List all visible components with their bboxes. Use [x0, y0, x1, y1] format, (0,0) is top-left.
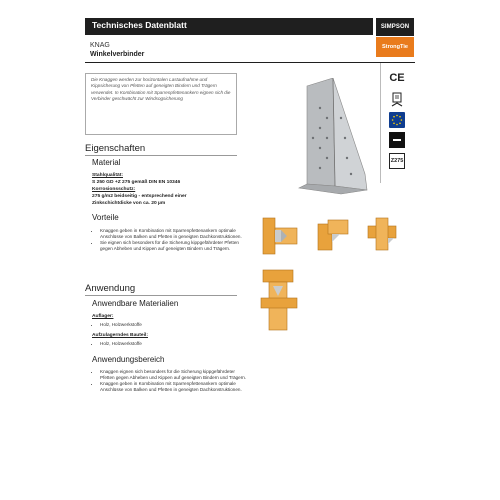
vorteile-title: Vorteile [92, 213, 119, 222]
korrosion-value-2: Zinkschichtdicke von ca. 20 µm [92, 201, 166, 206]
document-hand-icon [389, 92, 405, 108]
list-item: • Sie eignen sich besonders für die Sicherung kippgefährdeter Pfetten gegen Abheben und Kippen auf geneigten Bindern und Trägern. [100, 240, 248, 252]
intro-text: Die Knaggen werden zur horizontalen Lastaufnahme und Kippsicherung von Pfetten auf geneigten Bindern und Trägern verwendet. In Kombination mit Sparrenpfettenankern eignen sich die Verbinder geschwächt zur Windsogsicherung [91, 77, 231, 101]
simpson-strongtie-logo [376, 18, 414, 58]
header-divider [85, 62, 415, 63]
eu-flag-icon [389, 112, 405, 128]
bauteil-label: Aufzulagerndes Bauteil: [92, 333, 148, 338]
product-code: KNAG [90, 42, 110, 49]
auflager-label: Auflager: [92, 314, 114, 319]
logo-bottom-text: StrongTie [381, 44, 408, 50]
material-title: Material [92, 158, 121, 167]
stahl-label: Stahlqualität: [92, 173, 123, 178]
application-illustration-2 [314, 218, 350, 252]
list-item: • Knaggen geben in Kombination mit Sparrenpfettenankern optimale Anschlüsse von Balken und Pfetten in geneigten Dachkonstruktionen. [100, 381, 248, 393]
list-item: • Knaggen eignen sich besonders für die Sicherung kippgefährdeter Pfetten gegen Abheben und Kippen auf geneigten Bindern und Trägern. [100, 369, 248, 381]
section-anwendung-title: Anwendung [85, 283, 136, 294]
korrosion-label: Korrosionsschutz: [92, 187, 136, 192]
z275-badge-icon: Z275 [389, 153, 405, 169]
application-illustration-3 [364, 216, 400, 252]
icon-column-divider [380, 63, 381, 183]
section-eigenschaften-title: Eigenschaften [85, 143, 146, 154]
application-illustration-1 [259, 216, 301, 256]
list-item: • Holz, Holzwerkstoffe [100, 322, 248, 328]
auflager-list [92, 322, 248, 328]
application-illustration-4 [259, 268, 301, 332]
anwendungsbereich-list [92, 369, 248, 393]
anwendungsbereich-title: Anwendungsbereich [92, 355, 165, 364]
korrosion-value-1: 275 g/m2 beidseitig - entsprechend einer [92, 194, 187, 199]
stahl-value: S 250 GD +Z 275 gemäß DIN EN 10346 [92, 180, 181, 185]
section-divider [85, 155, 237, 156]
bauteil-list [92, 341, 248, 347]
list-item: • Holz, Holzwerkstoffe [100, 341, 248, 347]
intro-box [85, 73, 237, 135]
list-item: • Knaggen geben in Kombination mit Sparrenpfettenankern optimale Anschlüsse von Balken und Pfetten in geneigten Dachkonstruktionen. [100, 228, 248, 240]
material-badge-icon [389, 132, 405, 148]
materialien-title: Anwendbare Materialien [92, 299, 179, 308]
logo-top-text: SIMPSON [380, 24, 410, 30]
ce-mark-icon: CE [389, 72, 405, 84]
header-bar [85, 18, 373, 35]
section-divider [85, 295, 237, 296]
product-image [285, 78, 380, 198]
vorteile-list [92, 228, 248, 252]
header-title: Technisches Datenblatt [92, 20, 187, 30]
product-name: Winkelverbinder [90, 51, 145, 58]
